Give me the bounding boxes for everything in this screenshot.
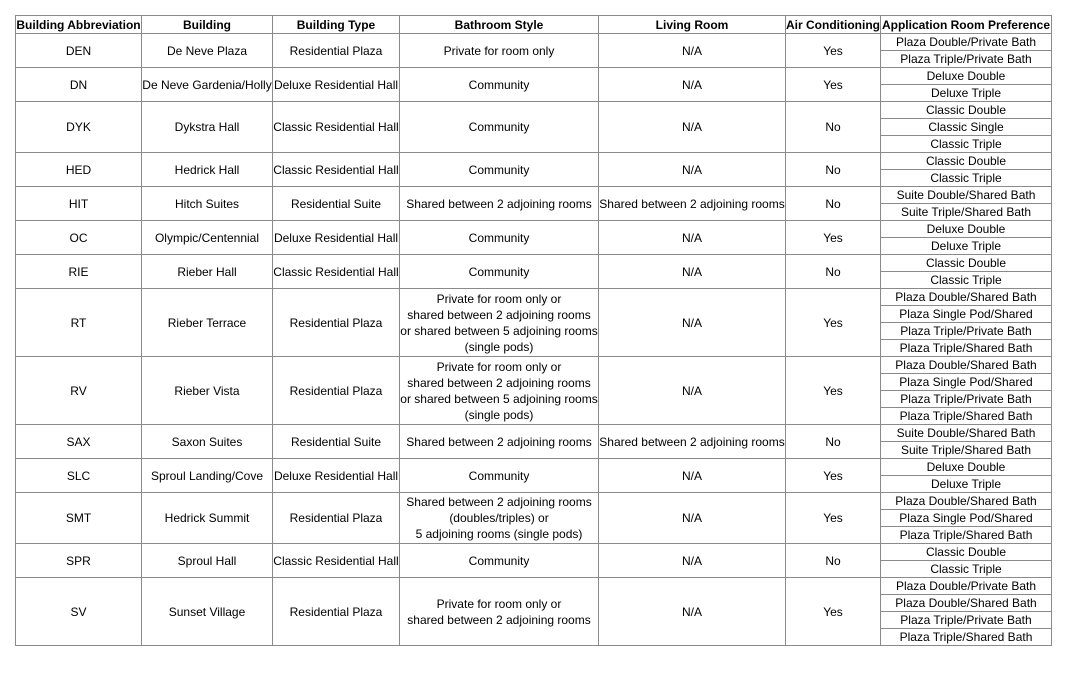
cell-living-room: N/A: [599, 102, 786, 153]
bathroom-style-line: Community: [468, 162, 530, 177]
cell-room-preference: Classic Double: [881, 544, 1052, 561]
cell-room-preference: Plaza Triple/Private Bath: [881, 323, 1052, 340]
cell-building: Rieber Vista: [142, 357, 273, 425]
cell-building-type: Residential Plaza: [273, 493, 400, 544]
cell-building: Sproul Landing/Cove: [142, 459, 273, 493]
cell-abbreviation: RT: [16, 289, 142, 357]
cell-bathroom-style: [400, 289, 599, 357]
cell-bathroom-style: [400, 544, 599, 578]
cell-room-preference: Classic Triple: [881, 561, 1052, 578]
cell-living-room: N/A: [599, 153, 786, 187]
header-air-conditioning: Air Conditioning: [786, 17, 880, 32]
cell-room-preference: Classic Double: [881, 102, 1052, 119]
cell-room-preference: Deluxe Double: [881, 459, 1052, 476]
cell-bathroom-style: [400, 221, 599, 255]
cell-building: Saxon Suites: [142, 425, 273, 459]
cell-abbreviation: SPR: [16, 544, 142, 578]
cell-air-conditioning: Yes: [786, 34, 881, 68]
header-living-room: Living Room: [599, 16, 786, 34]
cell-room-preference: Suite Double/Shared Bath: [881, 187, 1052, 204]
cell-bathroom-style: [400, 578, 599, 646]
cell-living-room: N/A: [599, 578, 786, 646]
cell-room-preference: Plaza Triple/Private Bath: [881, 612, 1052, 629]
cell-building-type: Residential Suite: [273, 187, 400, 221]
bathroom-style-line: shared between 2 adjoining rooms: [407, 307, 591, 322]
header-row: [16, 16, 1052, 34]
cell-living-room: N/A: [599, 459, 786, 493]
cell-room-preference: Deluxe Triple: [881, 85, 1052, 102]
cell-bathroom-style: [400, 102, 599, 153]
cell-abbreviation: DN: [16, 68, 142, 102]
header-building-abbreviation: Building Abbreviation: [16, 17, 141, 32]
cell-living-room: N/A: [599, 68, 786, 102]
cell-abbreviation: DEN: [16, 34, 142, 68]
cell-room-preference: Plaza Double/Shared Bath: [881, 493, 1052, 510]
cell-bathroom-style: [400, 187, 599, 221]
cell-building-type: Residential Plaza: [273, 578, 400, 646]
bathroom-style-line: Shared between 2 adjoining rooms: [406, 196, 592, 211]
cell-bathroom-style: [400, 34, 599, 68]
cell-air-conditioning: No: [786, 102, 881, 153]
bathroom-style-line: Community: [468, 77, 530, 92]
cell-abbreviation: SAX: [16, 425, 142, 459]
cell-living-room: Shared between 2 adjoining rooms: [599, 187, 786, 221]
table-row: [16, 544, 1052, 561]
table-row: [16, 221, 1052, 238]
cell-room-preference: Plaza Double/Private Bath: [881, 34, 1052, 51]
bathroom-style-line: (single pods): [464, 407, 534, 422]
bathroom-style-line: 5 adjoining rooms (single pods): [415, 527, 583, 541]
cell-building: Sunset Village: [142, 578, 273, 646]
cell-air-conditioning: Yes: [786, 289, 881, 357]
cell-air-conditioning: No: [786, 544, 881, 578]
table-row: [16, 68, 1052, 85]
cell-air-conditioning: No: [786, 153, 881, 187]
table-row: [16, 255, 1052, 272]
cell-room-preference: Deluxe Double: [881, 68, 1052, 85]
cell-building: Hedrick Hall: [142, 153, 273, 187]
cell-building-type: Classic Residential Hall: [273, 102, 400, 153]
cell-room-preference: Classic Double: [881, 255, 1052, 272]
cell-air-conditioning: Yes: [786, 68, 881, 102]
cell-abbreviation: HIT: [16, 187, 142, 221]
cell-air-conditioning: Yes: [786, 459, 881, 493]
cell-bathroom-style: [400, 153, 599, 187]
cell-room-preference: Plaza Double/Private Bath: [881, 578, 1052, 595]
table-row: [16, 425, 1052, 442]
cell-living-room: N/A: [599, 357, 786, 425]
cell-room-preference: Plaza Single Pod/Shared: [881, 510, 1052, 527]
table-body: [16, 34, 1052, 646]
bathroom-style-line: Private for room only: [443, 43, 555, 58]
cell-room-preference: Plaza Triple/Shared Bath: [881, 408, 1052, 425]
cell-room-preference: Plaza Triple/Private Bath: [881, 391, 1052, 408]
bathroom-style-line: Private for room only or: [436, 359, 562, 374]
cell-building: Sproul Hall: [142, 544, 273, 578]
bathroom-style-line: shared between 2 adjoining rooms: [407, 375, 591, 390]
cell-air-conditioning: Yes: [786, 493, 881, 544]
cell-building: Rieber Terrace: [142, 289, 273, 357]
cell-room-preference: Plaza Double/Shared Bath: [881, 357, 1052, 374]
table-row: [16, 459, 1052, 476]
cell-abbreviation: SMT: [16, 493, 142, 544]
header-building: Building: [142, 16, 273, 34]
cell-bathroom-style: [400, 255, 599, 289]
table-row: [16, 187, 1052, 204]
cell-room-preference: Plaza Single Pod/Shared: [881, 374, 1052, 391]
cell-building-type: Deluxe Residential Hall: [273, 68, 400, 102]
housing-table: [15, 15, 1052, 646]
cell-building-type: Classic Residential Hall: [273, 153, 400, 187]
table-row: [16, 102, 1052, 119]
cell-abbreviation: RIE: [16, 255, 142, 289]
cell-air-conditioning: Yes: [786, 357, 881, 425]
cell-bathroom-style: [400, 493, 599, 544]
cell-air-conditioning: No: [786, 187, 881, 221]
cell-building-type: Deluxe Residential Hall: [273, 459, 400, 493]
cell-room-preference: Deluxe Triple: [881, 476, 1052, 493]
bathroom-style-line: or shared between 5 adjoining rooms: [400, 391, 598, 406]
cell-living-room: N/A: [599, 255, 786, 289]
cell-room-preference: Plaza Double/Shared Bath: [881, 595, 1052, 612]
cell-building-type: Residential Plaza: [273, 289, 400, 357]
cell-room-preference: Classic Single: [881, 119, 1052, 136]
cell-building-type: Classic Residential Hall: [273, 255, 400, 289]
cell-bathroom-style: [400, 459, 599, 493]
cell-room-preference: Plaza Triple/Shared Bath: [881, 629, 1052, 646]
bathroom-style-line: Private for room only or: [436, 291, 562, 306]
cell-air-conditioning: Yes: [786, 221, 881, 255]
bathroom-style-line: Community: [468, 230, 530, 245]
cell-abbreviation: DYK: [16, 102, 142, 153]
cell-room-preference: Plaza Triple/Shared Bath: [881, 340, 1052, 357]
cell-building: Dykstra Hall: [142, 102, 273, 153]
header-application-room-preference: Application Room Preference: [881, 17, 1051, 32]
cell-building: Hitch Suites: [142, 187, 273, 221]
cell-room-preference: Plaza Single Pod/Shared: [881, 306, 1052, 323]
cell-abbreviation: OC: [16, 221, 142, 255]
cell-building-type: Classic Residential Hall: [273, 544, 400, 578]
bathroom-style-line: Community: [468, 553, 530, 568]
cell-living-room: Shared between 2 adjoining rooms: [599, 425, 786, 459]
cell-bathroom-style: [400, 68, 599, 102]
bathroom-style-line: Community: [468, 120, 530, 134]
cell-building-type: Deluxe Residential Hall: [273, 221, 400, 255]
cell-building: Hedrick Summit: [142, 493, 273, 544]
cell-room-preference: Suite Double/Shared Bath: [881, 425, 1052, 442]
cell-living-room: N/A: [599, 221, 786, 255]
bathroom-style-line: Private for room only or: [436, 596, 562, 611]
table-row: [16, 289, 1052, 306]
cell-building-type: Residential Plaza: [273, 34, 400, 68]
cell-abbreviation: SLC: [16, 459, 142, 493]
cell-room-preference: Plaza Double/Shared Bath: [881, 289, 1052, 306]
cell-room-preference: Deluxe Double: [881, 221, 1052, 238]
cell-living-room: N/A: [599, 493, 786, 544]
cell-room-preference: Plaza Triple/Private Bath: [881, 51, 1052, 68]
bathroom-style-line: (single pods): [464, 339, 534, 354]
cell-air-conditioning: No: [786, 255, 881, 289]
cell-room-preference: Classic Triple: [881, 272, 1052, 289]
cell-room-preference: Deluxe Triple: [881, 238, 1052, 255]
cell-living-room: N/A: [599, 289, 786, 357]
cell-building: Olympic/Centennial: [142, 221, 273, 255]
table-row: [16, 357, 1052, 374]
cell-building: De Neve Gardenia/Holly: [142, 68, 273, 102]
cell-living-room: N/A: [599, 34, 786, 68]
table-row: [16, 578, 1052, 595]
table-row: [16, 34, 1052, 51]
bathroom-style-line: Community: [468, 468, 530, 483]
cell-building-type: Residential Plaza: [273, 357, 400, 425]
cell-building: De Neve Plaza: [142, 34, 273, 68]
bathroom-style-line: Community: [468, 264, 530, 279]
bathroom-style-line: Shared between 2 adjoining rooms: [406, 434, 592, 449]
cell-room-preference: Suite Triple/Shared Bath: [881, 204, 1052, 221]
cell-building-type: Residential Suite: [273, 425, 400, 459]
cell-bathroom-style: [400, 357, 599, 425]
bathroom-style-line: (doubles/triples) or: [449, 511, 549, 525]
header-bathroom-style: Bathroom Style: [400, 16, 599, 34]
cell-building: Rieber Hall: [142, 255, 273, 289]
cell-bathroom-style: [400, 425, 599, 459]
bathroom-style-line: shared between 2 adjoining rooms: [407, 612, 591, 627]
cell-living-room: N/A: [599, 544, 786, 578]
cell-air-conditioning: No: [786, 425, 881, 459]
table-row: [16, 153, 1052, 170]
cell-room-preference: Classic Triple: [881, 170, 1052, 187]
cell-room-preference: Classic Triple: [881, 136, 1052, 153]
cell-room-preference: Suite Triple/Shared Bath: [881, 442, 1052, 459]
bathroom-style-line: or shared between 5 adjoining rooms: [400, 323, 598, 338]
cell-abbreviation: RV: [16, 357, 142, 425]
bathroom-style-line: Shared between 2 adjoining rooms: [406, 495, 592, 509]
header-building-type: Building Type: [273, 16, 400, 34]
cell-abbreviation: SV: [16, 578, 142, 646]
cell-room-preference: Classic Double: [881, 153, 1052, 170]
cell-abbreviation: HED: [16, 153, 142, 187]
table-row: [16, 493, 1052, 510]
cell-air-conditioning: Yes: [786, 578, 881, 646]
cell-room-preference: Plaza Triple/Shared Bath: [881, 527, 1052, 544]
